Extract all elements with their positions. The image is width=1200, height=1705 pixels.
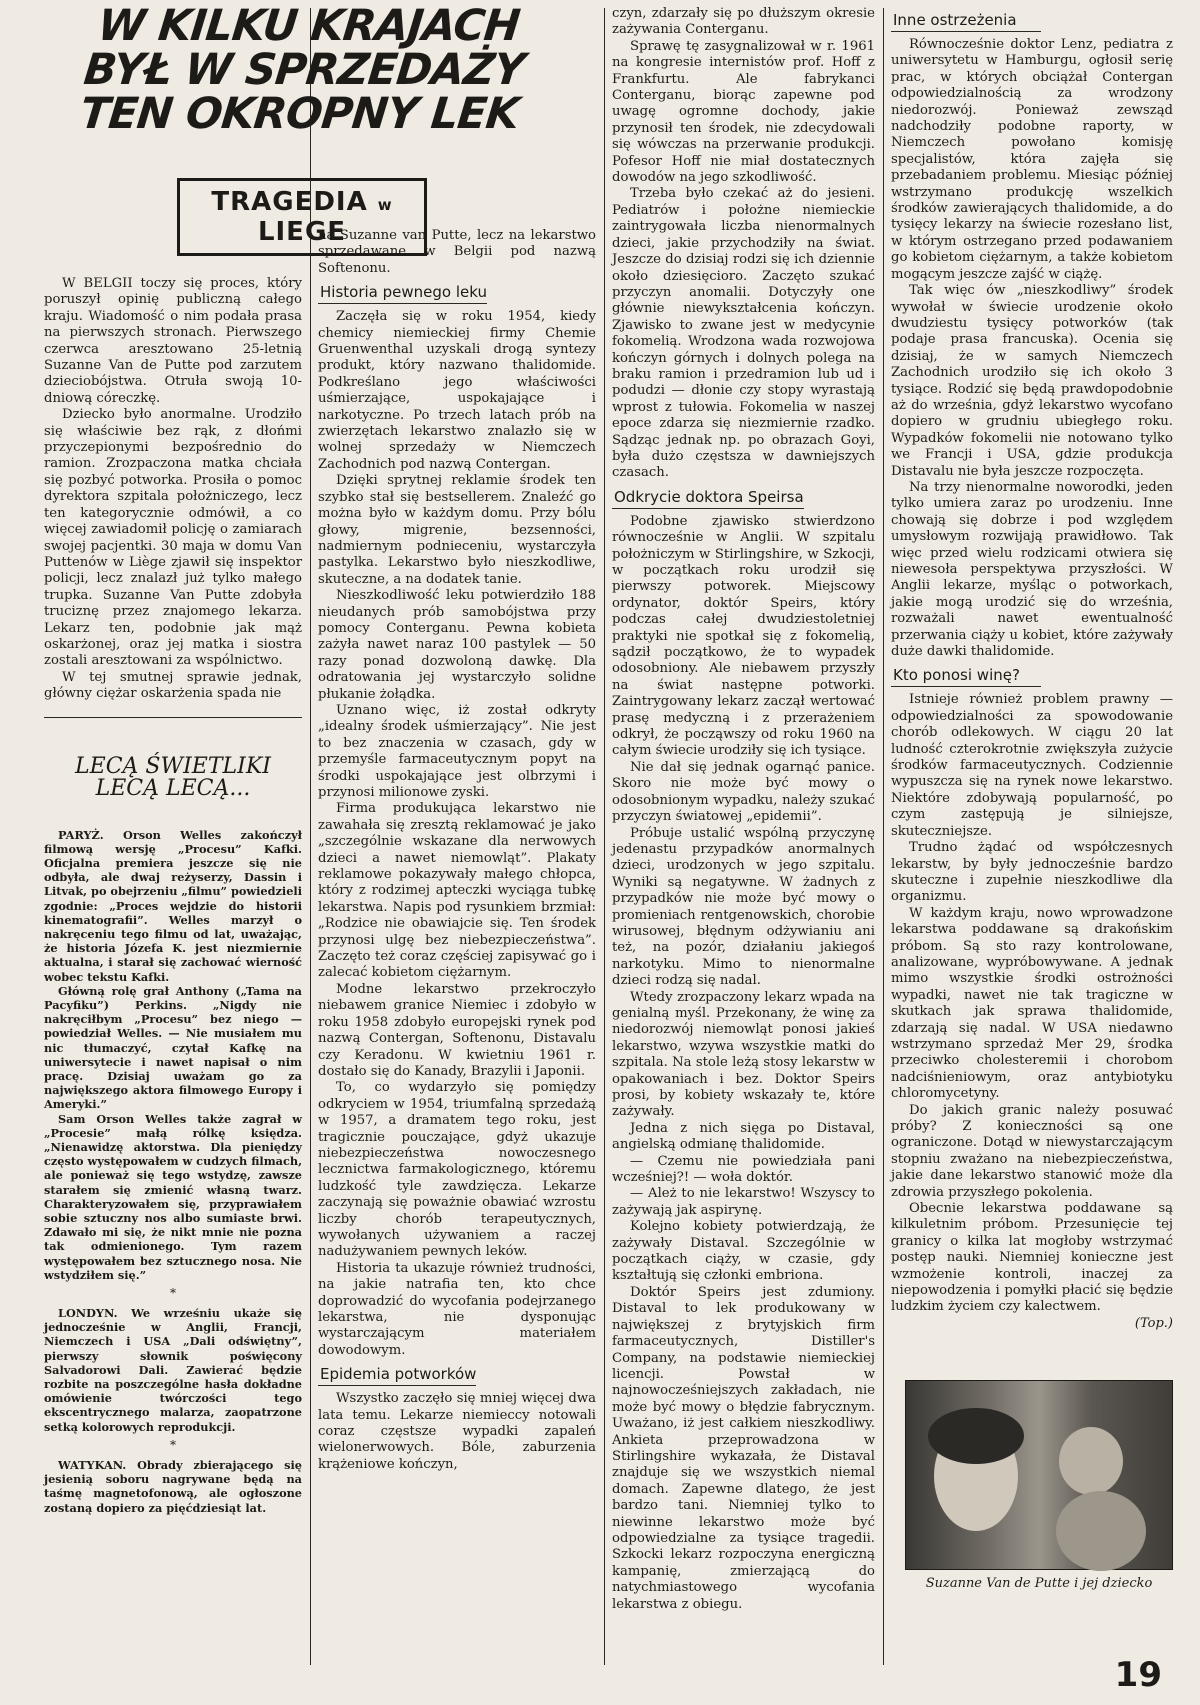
article-paragraph: Do jakich granic należy posuwać próby? Z konieczności są one ograniczone. Dotąd w niewystarczającym stopniu zważano na niebezpieczeństwa, jakie dane lekarstwo stanowić może dla zdrowia przyszłego pokolenia. <box>891 1102 1173 1200</box>
sidebar-title: LECĄ ŚWIETLIKI LECĄ LECĄ... <box>75 753 271 801</box>
article-paragraph: Firma produkująca lekarstwo nie zawahała się zresztą reklamować je jako „szczególnie wskazane dla nerwowych dzieci a nawet niemowląt”. Plakaty reklamowe pokazywały małego chłopca, który z rodzimej apteczki wyciąga tubkę lekarstwa. Napis pod rysunkiem brzmiał: „Rodzice nie obawiajcie się. Ten środek przynosi ulgę bez niebezpieczeństwa”. Zaczęto też coraz częściej zapisywać go i zalecać kobietom ciężarnym. <box>318 801 596 981</box>
article-paragraph: Doktór Speirs jest zdumiony. Distaval to lek produkowany w największej z brytyjskich firm farmaceutycznych, Distiller's Company, na podstawie niemieckiej licencji. Powstał w najnowocześniejszych zakładach, nie może być mowy o błędzie fabrycznym. Uważano, iż jest całkiem nieszkodliwy. Ankieta przeprowadzona w Stirlingshire wykazała, że Distaval znajduje się we wszystkich niemal domach. Zapewne dlatego, że jest bardzo tani. Niemniej tylko to niewinne lekarstwo może być odpowiedzialne za tysiące tragedii. Szkocki lekarz rozpoczyna energiczną kampanię, zmierzającą do natychmiastowego wycofania lekarstwa z obiegu. <box>612 1284 875 1612</box>
article-paragraph: W tej smutnej sprawie jednak, główny ciężar oskarżenia spada nie <box>44 669 302 702</box>
subhead-c: LIEGE <box>257 217 347 247</box>
separator-star: * <box>170 1437 176 1452</box>
section-heading-history: Historia pewnego leku <box>318 283 487 304</box>
news-paris-cont: Sam Orson Welles także zagrał w „Procesie” małą rólkę księdza. „Nienawidzę aktorstwa. Dla pieniędzy często występowałem w cudzych filmach, ale ponieważ się tego wstydzę, zawsze starałem się zmienić własną twarz. Charakteryzowałem się, przyprawiałem sobie sztuczny nos albo sumiaste brwi. Zdawało mi się, że nikt mnie nie pozna tak odmienionego. Tym razem występowałem bez sztucznego nosa. Nie wstydziłem się.” <box>44 1111 302 1282</box>
subhead-b: w <box>377 196 393 214</box>
article-paragraph: Próbuje ustalić wspólną przyczynę jedenastu przypadków anormalnych dzieci, urodzonych w jego szpitalu. Wyniki są negatywne. W żadnych z przypadków nie może być mowy o promieniach rentgenowskich, chorobie wirusowej, błędnym odżywianiu ani też, na pozór, działaniu jakiegoś narkotyku. Mimo to nienormalne dzieci rodzą się nadal. <box>612 825 875 989</box>
article-paragraph: na Suzanne van Putte, lecz na lekarstwo sprzedawane w Belgii pod nazwą Softenonu. <box>318 228 596 276</box>
article-paragraph: czyn, zdarzały się po dłuższym okresie zażywania Conterganu. <box>612 6 875 38</box>
article-paragraph: Historia ta ukazuje również trudności, na jakie natrafia ten, kto chce doprowadzić do wycofania podejrzanego lekarstwa, nie dysponując wystarczającym materiałem dowodowym. <box>318 1260 596 1358</box>
news-paris: PARYŻ. Orson Welles zakończył filmową wersję „Procesu” Kafki. Oficjalna premiera jeszcze się nie odbyła, ale dwaj reżyserzy, Dassin i Litvak, po obejrzeniu „filmu” powiedzieli zgodnie: „Proces wejdzie do historii kinematografii”. Welles marzył o nakręceniu tego filmu od lat, uważając, że historia Józefa K. jest niezmiernie aktualna, i starał się zachować wierność wobec tekstu Kafki. <box>44 827 302 984</box>
section-heading-epidemic: Epidemia potworków <box>318 1365 476 1386</box>
headline: W KILKU KRAJACH BYŁ W SPRZEDAŻY TEN OKROPNY LEK <box>77 1 527 139</box>
article-paragraph: Nieszkodliwość leku potwierdziło 188 nieudanych prób samobójstwa przy pomocy Conterganu. Pewna kobieta zażyła nawet naraz 100 pastylek — 50 razy ponad dozwoloną dawkę. Dla odratowania jej wystarczyło solidne płukanie żołądka. <box>318 588 596 702</box>
article-paragraph: — Czemu nie powiedziała pani wcześniej?! — woła doktór. <box>612 1153 875 1186</box>
article-paragraph: To, co wydarzyło się pomiędzy odkryciem w 1954, triumfalną sprzedażą w 1957, a dramatem tego roku, jest tragicznie pouczające, gdyż ukazuje niebezpieczeństwa nowoczesnego lecznictwa farmakologicznego, któremu ludzkość tyle zawdzięcza. Lekarze zaczynają się poważnie obawiać wzrostu liczby chorób terapeutycznych, wywołanych używaniem a raczej nadużywaniem pewnych leków. <box>318 1080 596 1260</box>
section-heading-warnings: Inne ostrzeżenia <box>891 11 1041 32</box>
article-paragraph: Podobne zjawisko stwierdzono równocześnie w Anglii. W szpitalu położniczym w Stirlingshire, w Szkocji, w początkach roku urodził się pierwszy potworek. Miejscowy ordynator, doktór Speirs, który podczas całej dwudziestoletniej praktyki nie spotkał się z fokomelią, sądził początkowo, że to wypadek odosobniony. Ale niebawem przyszły na świat następne potworki. Zaintrygowany lekarz zaczął wertować prasę medyczną i z przerażeniem odkrył, że począwszy od roku 1960 na całym świecie urodziły się ich tysiące. <box>612 513 875 759</box>
article-paragraph: Istnieje również problem prawny — odpowiedzialności za spowodowanie chorób odlekowych. W ciągu 20 lat ludność czterokrotnie zwiększyła zużycie środków farmaceutycznych. Codziennie wypuszcza się na rynek nowe lekarstwo. Niektóre zdobywają popularność, po czym zastępują je silniejsze, skuteczniejsze. <box>891 692 1173 839</box>
article-paragraph: Obecnie lekarstwa poddawane są kilkuletnim próbom. Przesunięcie tej granicy o kilka lat mogłoby wstrzymać postęp nauki. Niemniej konieczne jest wzmożenie kontroli, inaczej za niepowodzenia i pomyłki płacić się będzie ludzkim życiem czy kalectwem. <box>891 1201 1173 1315</box>
author-signature: (Top.) <box>1134 1315 1173 1331</box>
article-paragraph: Dziecko było anormalne. Urodziło się właściwie bez rąk, z dłońmi przyczepionymi bezpośrednio do ramion. Zrozpaczona matka chciała się pozbyć potworka. Prosiła o pomoc dyrektora szpitala położniczego, lecz ten kategorycznie odmówił, a co więcej zawiadomił policję o zamiarach swojej pacjentki. 30 maja w domu Van Puttenów w Liège zjawił się inspektor policji, lecz znalazł już tylko małego trupka. Suzanne Van Putte zdobyła truciznę przez znajomego lekarza. Lekarz ten, podobnie jak mąż oskarżonej, oraz jej matka i siostra zostali aresztowani za wspólnictwo. <box>44 407 302 669</box>
subhead-a: TRAGEDIA <box>211 187 368 217</box>
article-paragraph: Nie dał się jednak ogarnąć panice. Skoro nie może być mowy o odosobnionym wypadku, należy szukać przyczyn światowej „epidemii”. <box>612 759 875 825</box>
article-paragraph: Uznano więc, iż został odkryty „idealny środek uśmierzający”. Nie jest to bez znaczenia w czasach, gdy w przemyśle farmaceutycznym popyt na środki uspokajające jest olbrzymi i przynosi milionowe zyski. <box>318 702 596 800</box>
sidebar-news <box>44 828 302 1515</box>
column-4 <box>891 10 1173 1365</box>
section-heading-speirs: Odkrycie doktora Speirsa <box>612 488 804 509</box>
article-paragraph: Zaczęła się w roku 1954, kiedy chemicy niemieckiej firmy Chemie Gruenwenthal uzyskali drogą syntezy produkt, który nazwano thalidomide. Podkreślano jego właściwości uśmierzające, uspokajające i narkotyczne. Po trzech latach prób na zwierzętach lekarstwo znalazło się w wolnej sprzedaży w Niemczech Zachodnich pod nazwą Contergan. <box>318 309 596 472</box>
article-paragraph: Sprawę tę zasygnalizował w r. 1961 na kongresie internistów prof. Hoff z Frankfurtu. Ale fabrykanci Conterganu, biorąc zapewne pod uwagę ogromne dochody, jakie przynosił ten środek, nie zdecydowali się wówczas na przerwanie produkcji. Pofesor Hoff nie miał dostatecznych dowodów na jego szkodliwość. <box>612 38 875 186</box>
separator-star: * <box>170 1286 176 1301</box>
article-paragraph: Trzeba było czekać aż do jesieni. Pediatrów i położne niemieckie zaintrygowała liczba nienormalnych dzieci, jakie przychodziły na świat. Jeszcze do dzisiaj rodzi się ich dziennie około dziesięciorо. Zaczęto szukać przyczyn anomalii. Dotyczyły one głównie niewykształcenia kończyn. Zjawisko to zwane jest w medycynie fokomelią. Wrodzona wada rozwojowa kończyn górnych i dolnych polega na braku ramion i przedramion lub ud i podudzi — dłonie czy stopy wyrastają wprost z tułowia. Fokomelia w naszej epoce zdarza się niezmiernie rzadko. Sądząc jednak np. po obrazach Goyi, była dużo częstsza w dawniejszych czasach. <box>612 186 875 481</box>
article-paragraph: Dzięki sprytnej reklamie środek ten szybko stał się bestsellerem. Znaleźć go można było w każdym domu. Przy bólu głowy, migrenie, bezsenności, nadmiernym podnieceniu, wystarczyła pastylka. Lekarstwo było nieszkodliwe, skuteczne, a na dodatek tanie. <box>318 473 596 587</box>
page-number: 19 <box>1114 1655 1162 1695</box>
news-paris-cont: Główną rolę grał Anthony („Tama na Pacyfiku”) Perkins. „Nigdy nie nakręciłbym „Procesu” bez niego — powiedział Welles. — Nie musiałem mu nic tłumaczyć, czytał Kafkę na uniwersytecie i nawet napisał o nim pracę. Dzisiaj uważam go za największego aktora filmowego Europy i Ameryki.” <box>44 983 302 1112</box>
photo-mother-and-child <box>905 1380 1173 1570</box>
article-paragraph: Kolejno kobiety potwierdzają, że zażywały Distaval. Szczególnie w początkach ciąży, w czasie, gdy kształtują się członki embriona. <box>612 1219 875 1284</box>
column-1-body <box>44 160 393 1705</box>
article-lead: W BELGII toczy się proces, który poruszył opinię publiczną całego kraju. Wiadomość o nim podała prasa na pierwszych stronach. Pierwszego czerwca aresztowano 25-letnią Suzanne Van de Putte pod zarzutem dzieciobójstwa. Otruła swoją 10-dniową córeczkę. <box>44 276 302 406</box>
photo-caption: Suzanne Van de Putte i jej dziecko <box>925 1576 1153 1591</box>
news-vatican: WATYKAN. Obrady zbierającego się jesienią soboru nagrywane będą na taśmę magnetofonową, ale ogłoszone zostaną dopiero za pięćdziesiąt lat. <box>44 1457 302 1515</box>
article-paragraph: Na trzy nienormalne noworodki, jeden tylko umiera zaraz po urodzeniu. Inne chowają się dobrze i pod względem umysłowym rozwijają prawidłowo. Tak więc przed wielu rodzicami otwiera się niewesoła perspektywa przyszłości. W Anglii lekarze, myśląc o potworkach, jakie mogą urodzić się do września, rozważali nawet ewentualność przerwania ciąży u kobiet, które zażywały duże dawki thalidomide. <box>891 479 1173 660</box>
article-paragraph: Trudno żądać od współczesnych lekarstw, by były jednocześnie bardzo skuteczne i zupełnie nieszkodliwe dla organizmu. <box>891 840 1173 905</box>
article-paragraph: Modne lekarstwo przekroczyło niebawem granice Niemiec i zdobyło w roku 1958 zdobyło europejski rynek pod nazwą Contergan, Softenonu, Distavalu czy Keradonu. W kwietniu 1961 r. dostało się do Kanady, Brazylii i Japonii. <box>318 981 596 1079</box>
article-paragraph: Jedna z nich sięga po Distaval, angielską odmianę thalidomide. <box>612 1120 875 1153</box>
column-3 <box>612 6 875 1705</box>
column-2 <box>318 228 596 1705</box>
news-london: LONDYN. We wrześniu ukaże się jednocześnie w Anglii, Francji, Niemczech i USA „Dali odświętny”, pierwszy słownik poświęcony Salvadorowi Dali. Zawierać będzie rozbite na poszczególne hasła dokładne omówienie twórczości tego ekscentrycznego malarza, zaopatrzone setką kolorowych reprodukcji. <box>44 1306 302 1434</box>
article-paragraph: — Ależ to nie lekarstwo! Wszyscy to zażywają jak aspirynę. <box>612 1186 875 1218</box>
article-paragraph: Tak więc ów „nieszkodliwy” środek wywołał w świecie urodzenie około dwudziestu tysięcy potworków (tak podaje prasa francuska). Ocenia się dzisiaj, że w samych Niemczech Zachodnich urodziło się ich około 3 tysiące. Rodzić się będą prawdopodobnie aż do września, gdyż lekarstwo wycofano dopiero w grudniu ubiegłego roku. Wypadków fokomelii nie notowano tylko we Francji i USA, gdzie produkcja Distavalu nie była jeszcze rozpoczęta. <box>891 283 1173 479</box>
photo-image <box>906 1381 1174 1571</box>
article-paragraph: W każdym kraju, nowo wprowadzone lekarstwa poddawane są drakońskim próbom. Są sto razy kontrolowane, analizowane, wypróbowywane. A jednak mimo wszystkie środki ostrożności wypadki, nawet nie tak tragiczne w skutkach jak sprawa thalidomide, zdarzają się nadal. W USA niedawno wstrzymano sprzedaż Mer 29, środka przeciwko cholesteremii i chorobom nadciśnieniowym, oraz antybiotyku chloromycetyny. <box>891 905 1173 1102</box>
article-paragraph: Wtedy zrozpaczony lekarz wpada na genialną myśl. Przekonany, że winę za niedorozwój niemowląt ponosi jakieś lekarstwo, wzywa wszystkie matki do szpitala. Na stole leżą stosy lekarstw w opakowaniach i bez. Doktor Speirs prosi, by kobiety wskazały te, które zażywały. <box>612 989 875 1120</box>
article-paragraph: Wszystko zaczęło się mniej więcej dwa lata temu. Lekarze niemieccy notowali coraz częstsze wypadki zapaleń wielonerwowych. Bóle, zaburzenia krążeniowe kończyn, <box>318 1391 596 1472</box>
section-heading-blame: Kto ponosi winę? <box>891 666 1041 687</box>
article-paragraph: Równocześnie doktor Lenz, pediatra z uniwersytetu w Hamburgu, ogłosił serię prac, w których obciążał Contergan odpowiedzialnością za wrodzony niedorozwój. Ponieważ zewsząd nadchodziły podobne raporty, w Niemczech powołano komisję specjalistów, która zajęła się przebadaniem problemu. Miesiąc później wstrzymano produkcję wszelkich środków zawierających thalidomide, a do tysięcy lekarzy na świecie rozesłano list, w którym ostrzegano przed podawaniem go kobietom ciężarnym, a także kobietom mogącym jeszcze zajść w ciążę. <box>891 37 1173 282</box>
